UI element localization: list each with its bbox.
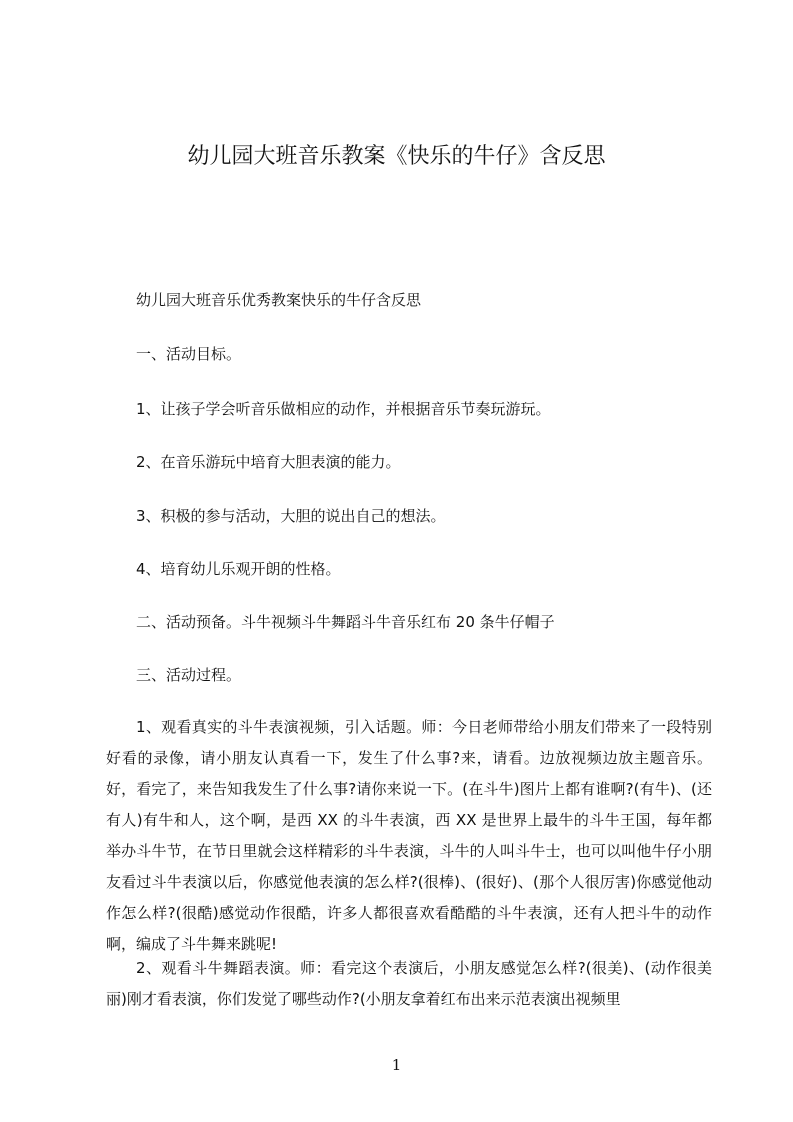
section-heading-goals: 一、活动目标。: [136, 345, 242, 363]
goal-item-1: 1、让孩子学会听音乐做相应的动作，并根据音乐节奏玩游玩。: [136, 400, 551, 418]
goal-item-3: 3、积极的参与活动，大胆的说出自己的想法。: [136, 507, 446, 525]
goal-item-4: 4、培育幼儿乐观开朗的性格。: [136, 560, 341, 578]
process-paragraph-2: 2、观看斗牛舞蹈表演。师：看完这个表演后，小朋友感觉怎么样?(很美)、(动作很美丽)刚才看表演，你们发觉了哪些动作?(小朋友拿着红布出来示范表演出视频里: [106, 959, 712, 1008]
section-heading-preparation: 二、活动预备。斗牛视频斗牛舞蹈斗牛音乐红布 20 条牛仔帽子: [136, 613, 555, 631]
goal-item-2: 2、在音乐游玩中培育大胆表演的能力。: [136, 453, 401, 471]
document-title: 幼儿园大班音乐教案《快乐的牛仔》含反思: [187, 144, 606, 169]
section-heading-process: 三、活动过程。: [136, 666, 242, 684]
document-subtitle: 幼儿园大班音乐优秀教案快乐的牛仔含反思: [136, 291, 422, 309]
page-number: 1: [391, 1056, 402, 1074]
process-paragraph-1: 1、观看真实的斗牛表演视频，引入话题。师：今日老师带给小朋友们带来了一段特别好看的录像，请小朋友认真看一下，发生了什么事?来，请看。边放视频边放主题音乐。好，看完了，来告知我发生了什么事?请你来说一下。(在斗牛)图片上都有谁啊?(有牛)、(还有人)有牛和人，这个啊，是西 XX 的斗牛表演，西 XX 是世界上最牛的斗牛王国，每年都举办斗牛节，在节日里就会这样精彩的斗牛表演，斗牛的人叫斗牛士，也可以叫他牛仔小朋友看过斗牛表演以后，你感觉他表演的怎么样?(很棒)、(很好)、(那个人很厉害)你感觉他动作怎么样?(很酷)感觉动作很酷，许多人都很喜欢看酷酷的斗牛表演，还有人把斗牛的动作啊，编成了斗牛舞来跳呢!: [106, 718, 712, 953]
